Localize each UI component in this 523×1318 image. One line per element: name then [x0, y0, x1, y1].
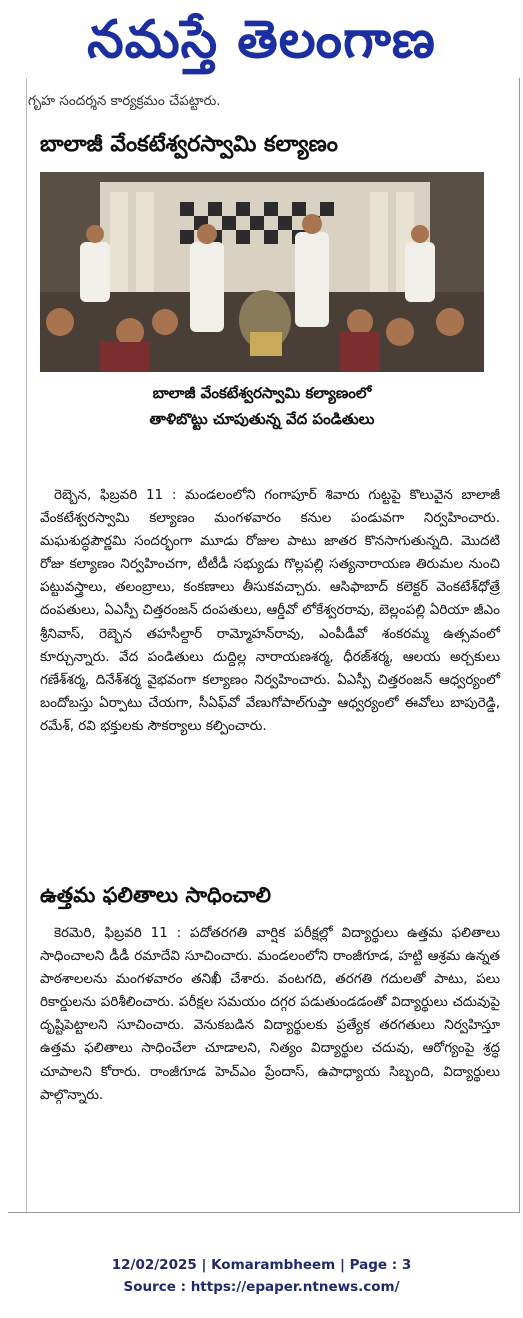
column-divider — [26, 78, 27, 1212]
story1-body — [40, 484, 500, 738]
kalyanam-photo-illustration — [40, 172, 484, 372]
epaper-footer — [0, 1254, 523, 1298]
story1-paragraph: రెబ్బెన, ఫిబ్రవరి 11 : మండలంలోని గంగాపూర్ శివారు గుట్టపై కొలువైన బాలాజీ వేంకటేశ్వరస్వామి కల్యాణం మంగళవారం కనుల పండువగా నిర్వహించారు. మఘశుద్ధపౌర్ణమి సందర్భంగా మూడు రోజుల పాటు జాతర కొనసాగుతున్నది. మొదటి రోజు కల్యాణం నిర్వహించగా, టీటీడీ సభ్యుడు గొల్లపల్లి సత్యనారాయణ తిరుమల నుంచి పట్టువస్త్రాలు, తలంబ్రాలు, కంకణాలు తీసుకవచ్చారు. ఆసిఫాబాద్ కలెక్టర్ వెంకటేశ్‌ధోత్రే దంపతులు, ఏఎస్పీ చిత్తరంజన్ దంపతులు, ఆర్డీవో లోకేశ్వరరావు, బెల్లంపల్లి ఏరియా జీఎం శ్రీనివాస్, రెబ్బెన తహసీల్దార్ రామ్మోహన్‌రావు, ఎంపీడీవో శంకరమ్మ ఉత్సవంలో కూర్చున్నారు. వేద పండితులు దుద్దిల్ల నారాయణశర్మ, ధీరజ్‌శర్మ, ఆలయ అర్చకులు గణేశ్‌శర్మ, దినేశ్‌శర్మ వైభవంగా కల్యాణం నిర్వహించారు. ఏఎస్పీ చిత్తరంజన్ ఆధ్వర్యంలో బందోబస్తు ఏర్పాటు చేయగా, సీఏఫ్‌వో వేణుగోపాల్‌గుప్తా ఆధ్వర్యంలో ఈవోలు బాపురెడ్డి, రమేశ్, రవి భక్తులకు సౌకర్యాలు కల్పించారు. — [40, 487, 500, 734]
caption-line-2: తాళిబొట్టు చూపుతున్న వేద పండితులు — [149, 410, 375, 428]
photo-caption — [40, 380, 484, 432]
caption-line-1: బాలాజీ వేంకటేశ్వరస్వామి కల్యాణంలో — [152, 384, 372, 402]
footer-date-edition-page: 12/02/2025 | Komarambheem | Page : 3 — [111, 1257, 412, 1273]
kalyanam-photo — [40, 172, 484, 372]
story2-body — [40, 922, 500, 1107]
newspaper-masthead: నమస్తే తెలంగాణ — [87, 10, 436, 70]
story2-headline: ఉత్తమ ఫలితాలు సాధించాలి — [40, 883, 272, 907]
story2-paragraph: కెరమెరి, ఫిబ్రవరి 11 : పదోతరగతి వార్షిక పరీక్షల్లో విద్యార్థులు ఉత్తమ ఫలితాలు సాధించాలని డీడీ రమాదేవి సూచించారు. మండలంలోని రాంజీగూడ, హట్టి ఆశ్రమ ఉన్నత పాఠశాలలను మంగళవారం తనిఖీ చేశారు. వంటగది, తరగతి గదులతో పాటు, పలు రికార్డులను పరిశీలించారు. పరీక్షల సమయం దగ్గర పడుతుండడంతో విద్యార్థులు చదువుపై దృష్టిపెట్టాలని సూచించారు. వెనుకబడిన విద్యార్థులకు ప్రత్యేక తరగతులు నిర్వహిస్తూ ఉత్తమ ఫలితాలు సాధించేలా చూడాలని, నిత్యం విద్యార్థుల చదువు, ఆరోగ్యంపై శ్రద్ధ చూపాలని కోరారు. రాంజీగూడ హెచ్ఎం ప్రేందాస్, ఉపాధ్యాయ సిబ్బంది, విద్యార్థులు పాల్గొన్నారు. — [40, 925, 500, 1103]
previous-story-cutline: గృహ సందర్శన కార్యక్రమం చేపట్టారు. — [28, 93, 221, 109]
footer-source-link[interactable]: Source : https://epaper.ntnews.com/ — [123, 1279, 400, 1295]
story1-headline: బాలాజీ వేంకటేశ్వరస్వామి కల్యాణం — [40, 132, 338, 157]
